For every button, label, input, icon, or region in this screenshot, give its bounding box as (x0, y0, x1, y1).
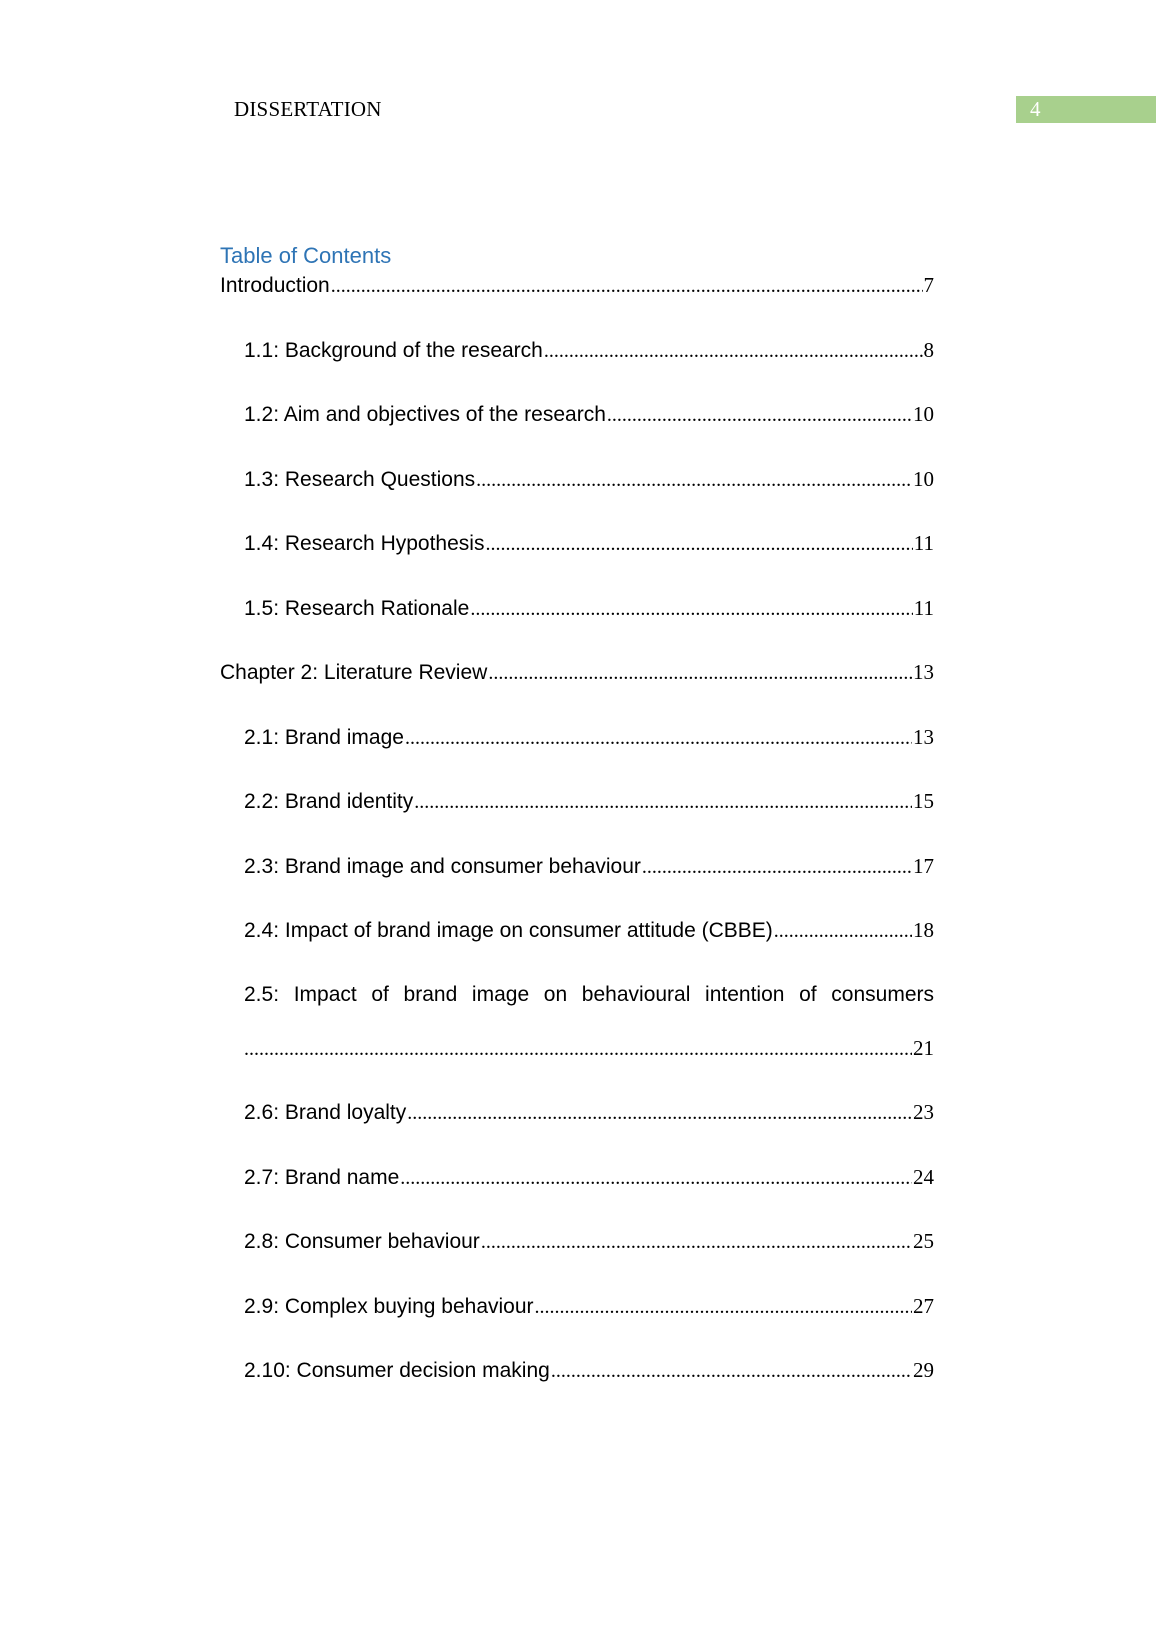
table-of-contents (220, 270, 934, 1420)
toc-entry-page: 10 (913, 466, 934, 491)
toc-entry-label: 2.8: Consumer behaviour (244, 1230, 480, 1253)
toc-entry-page: 7 (923, 273, 934, 297)
dot-leader (544, 336, 923, 366)
toc-entry-2-1[interactable] (220, 722, 934, 753)
toc-entry-label: 2.5: Impact of brand image on behavioural intention of consumers (244, 982, 934, 1006)
toc-entry-2-5[interactable] (220, 980, 934, 1064)
toc-entry-page: 11 (913, 595, 934, 620)
toc-entry-label: 2.7: Brand name (244, 1165, 400, 1189)
toc-entry-introduction[interactable] (220, 270, 934, 301)
toc-entry-label: Introduction (220, 274, 330, 297)
toc-entry-2-3[interactable] (220, 851, 934, 882)
dot-leader (331, 271, 923, 301)
toc-entry-page: 10 (913, 402, 934, 426)
toc-entry-page: 18 (913, 918, 934, 942)
toc-entry-page: 27 (913, 1293, 934, 1318)
dot-leader (485, 529, 912, 559)
toc-entry-label: 1.1: Background of the research (244, 338, 543, 362)
toc-entry-page: 23 (913, 1100, 934, 1124)
dot-leader (407, 1098, 912, 1128)
toc-entry-continuation (244, 1033, 934, 1064)
toc-entry-label: 2.3: Brand image and consumer behaviour (244, 854, 641, 878)
dot-leader (405, 723, 912, 753)
toc-entry-1-4[interactable] (220, 528, 934, 559)
toc-entry-page: 24 (913, 1164, 934, 1189)
toc-entry-label: 2.10: Consumer decision making (244, 1359, 550, 1382)
toc-entry-label: 1.4: Research Hypothesis (244, 532, 485, 555)
toc-entry-2-8[interactable] (220, 1226, 934, 1257)
dot-leader (244, 1034, 912, 1064)
dot-leader (400, 1163, 912, 1193)
toc-entry-2-7[interactable] (220, 1162, 934, 1193)
toc-entry-1-5[interactable] (220, 593, 934, 624)
toc-entry-2-4[interactable] (220, 915, 934, 946)
toc-entry-label: 2.1: Brand image (244, 725, 404, 749)
toc-entry-page: 29 (913, 1358, 934, 1382)
toc-entry-page: 11 (913, 531, 934, 555)
toc-entry-page: 21 (913, 1035, 934, 1060)
toc-entry-label: 1.5: Research Rationale (244, 596, 470, 620)
dot-leader (488, 658, 912, 688)
toc-entry-1-3[interactable] (220, 464, 934, 495)
toc-entry-label: 2.9: Complex buying behaviour (244, 1294, 534, 1318)
toc-entry-label: 2.6: Brand loyalty (244, 1101, 407, 1124)
dot-leader (551, 1356, 912, 1386)
dot-leader (642, 852, 912, 882)
toc-entry-page: 25 (913, 1229, 934, 1253)
toc-entry-page: 15 (913, 789, 934, 813)
toc-entry-page: 8 (923, 337, 934, 362)
toc-entry-page: 17 (913, 853, 934, 878)
toc-entry-chapter-2[interactable] (220, 657, 934, 688)
toc-entry-label: 2.2: Brand identity (244, 790, 414, 813)
page-number-badge: 4 (1016, 96, 1156, 123)
dot-leader (476, 465, 912, 495)
toc-entry-1-2[interactable] (220, 399, 934, 430)
toc-entry-page: 13 (913, 724, 934, 749)
dot-leader (470, 594, 912, 624)
dot-leader (774, 916, 912, 946)
running-header-title: DISSERTATION (234, 97, 382, 121)
toc-entry-page: 13 (913, 660, 934, 684)
toc-entry-2-2[interactable] (220, 786, 934, 817)
toc-entry-label: 1.2: Aim and objectives of the research (244, 403, 606, 426)
toc-entry-2-10[interactable] (220, 1355, 934, 1386)
toc-entry-1-1[interactable] (220, 335, 934, 366)
toc-entry-label: 1.3: Research Questions (244, 467, 476, 491)
toc-heading: Table of Contents (220, 243, 392, 268)
dot-leader (607, 400, 912, 430)
dot-leader (481, 1227, 912, 1257)
toc-entry-label: Chapter 2: Literature Review (220, 661, 488, 684)
toc-entry-label: 2.4: Impact of brand image on consumer attitude (CBBE) (244, 919, 773, 942)
toc-entry-2-9[interactable] (220, 1291, 934, 1322)
dot-leader (414, 787, 912, 817)
dot-leader (535, 1292, 912, 1322)
toc-entry-2-6[interactable] (220, 1097, 934, 1128)
